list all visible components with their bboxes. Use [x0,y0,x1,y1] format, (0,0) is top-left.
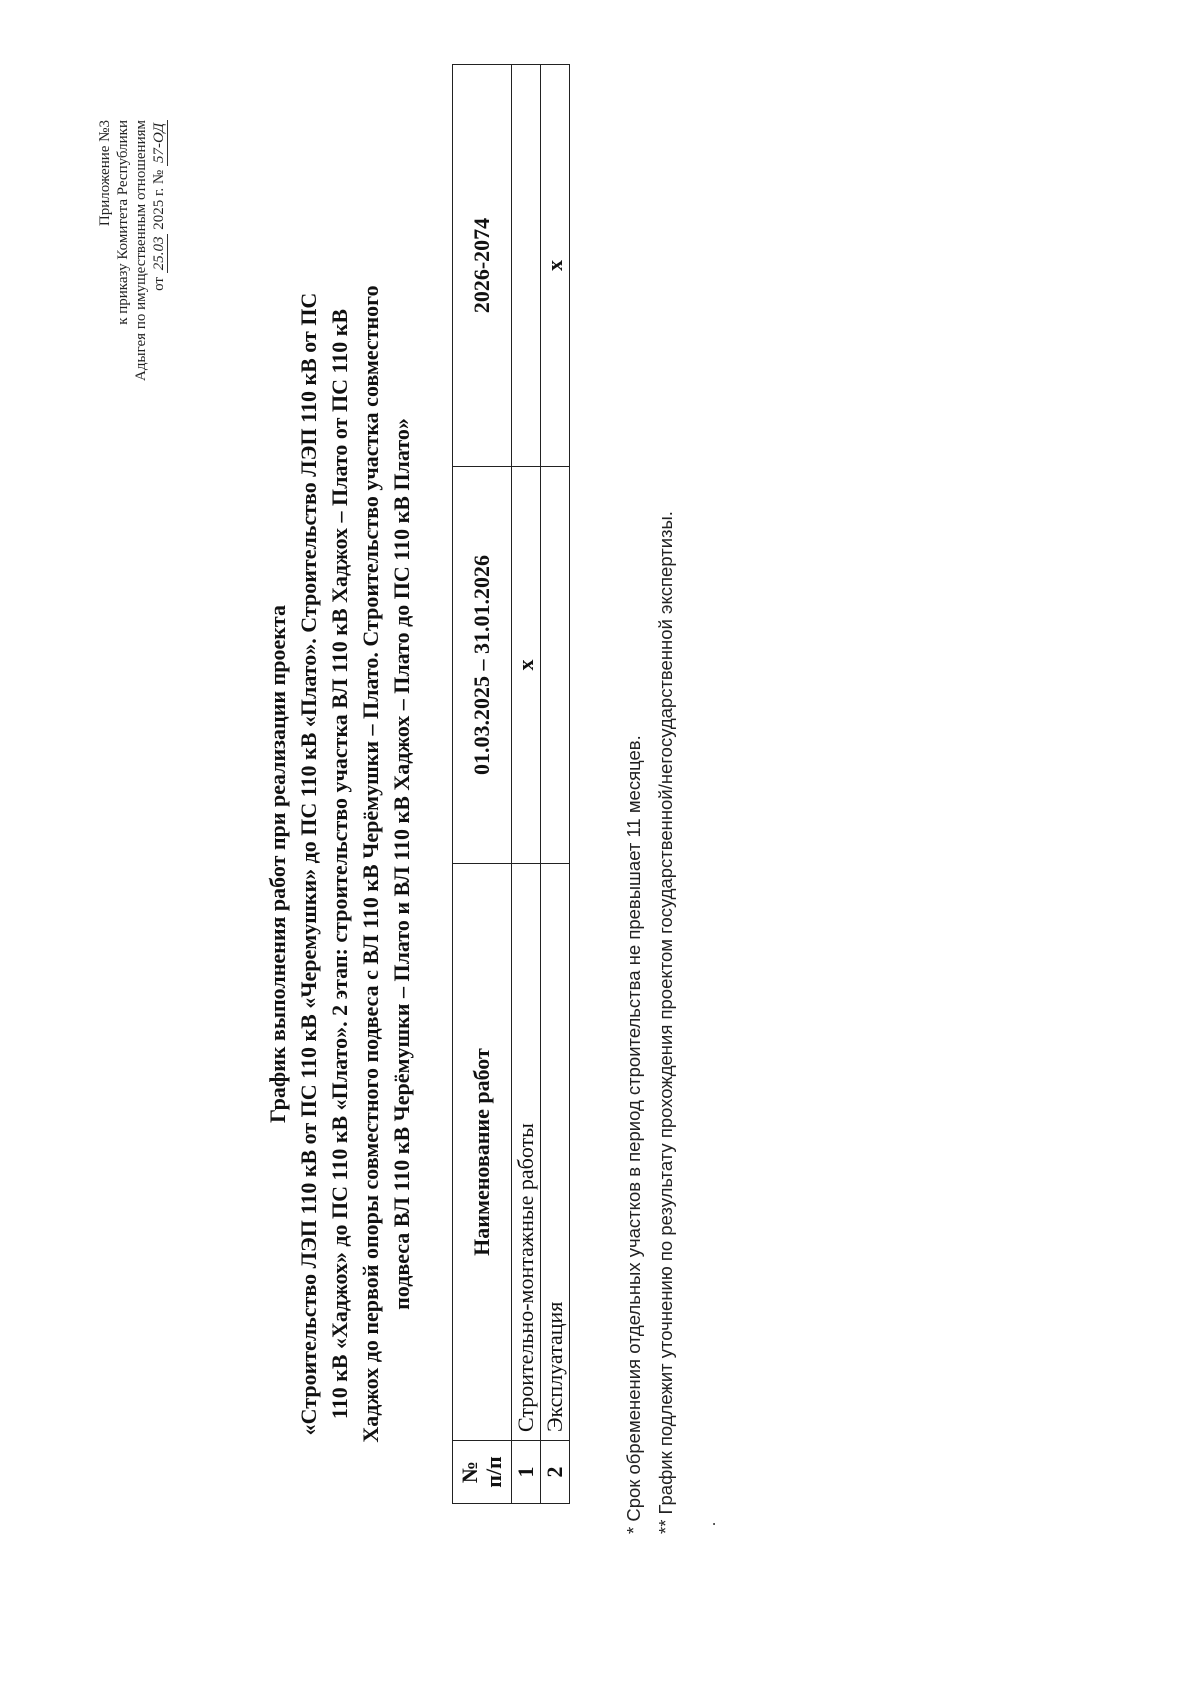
header-work-name: Наименование работ [453,864,512,1441]
committee-name: Адыгея по имущественным отношениям [133,120,149,381]
table-row [541,65,570,1504]
handwritten-order-number: 57-ОД [151,120,168,166]
footnote-1: * Срок обременения отдельных участков в период строительства не превышает 11 месяцев. [623,735,644,1534]
stray-dot: . [702,1522,719,1526]
row-period-1-mark: x [512,467,541,864]
row-period-2-mark: x [541,65,570,467]
work-schedule-table [452,64,570,1504]
row-work-name: Строительно-монтажные работы [512,864,541,1441]
title-line-3: Хаджох до первой опоры совместного подвеса с ВЛ 110 кВ Черёмушки – Плато. Строительство участка совместного [358,285,383,1443]
order-reference: к приказу Комитета Республики [115,120,131,325]
footnotes [618,134,682,1534]
header-num-symbol: № [457,1460,482,1484]
document-title [262,249,417,1479]
header-num-abbr: п/п [481,1456,506,1488]
order-year: 2025 г. [151,187,167,230]
title-line-4: подвеса ВЛ 110 кВ Черёмушки – Плато и ВЛ 110 кВ Хаджох – Плато до ПС 110 кВ Плато» [389,418,414,1310]
row-num: 1 [512,1441,541,1504]
order-date-line [150,120,168,640]
appendix-header [96,120,168,640]
row-work-name: Эксплуатация [541,864,570,1441]
number-prefix: № [151,169,167,185]
header-period-2: 2026-2074 [453,65,512,467]
footnote-2: ** График подлежит уточнению по результату прохождения проектом государственной/негосударственной экспертизы. [655,511,676,1534]
date-prefix: от [151,277,167,291]
row-num: 2 [541,1441,570,1504]
table-row [512,65,541,1504]
row-period-1-mark [541,467,570,864]
appendix-number: Приложение №3 [97,120,113,227]
title-heading: График выполнения работ при реализации проекта [265,605,290,1123]
handwritten-date: 25.03 [151,234,168,274]
row-period-2-mark [512,65,541,467]
title-line-1: «Строительство ЛЭП 110 кВ от ПС 110 кВ «Черемушки» до ПС 110 кВ «Плато». Строительство ЛЭП 110 кВ от ПС [296,292,321,1436]
title-line-2: 110 кВ «Хаджох» до ПС 110 кВ «Плато». 2 этап: строительство участка ВЛ 110 кВ Хаджох – Плато от ПС 110 кВ [327,308,352,1420]
table-header-row [453,65,512,1504]
header-period-1: 01.03.2025 – 31.01.2026 [453,467,512,864]
header-num [453,1441,512,1504]
